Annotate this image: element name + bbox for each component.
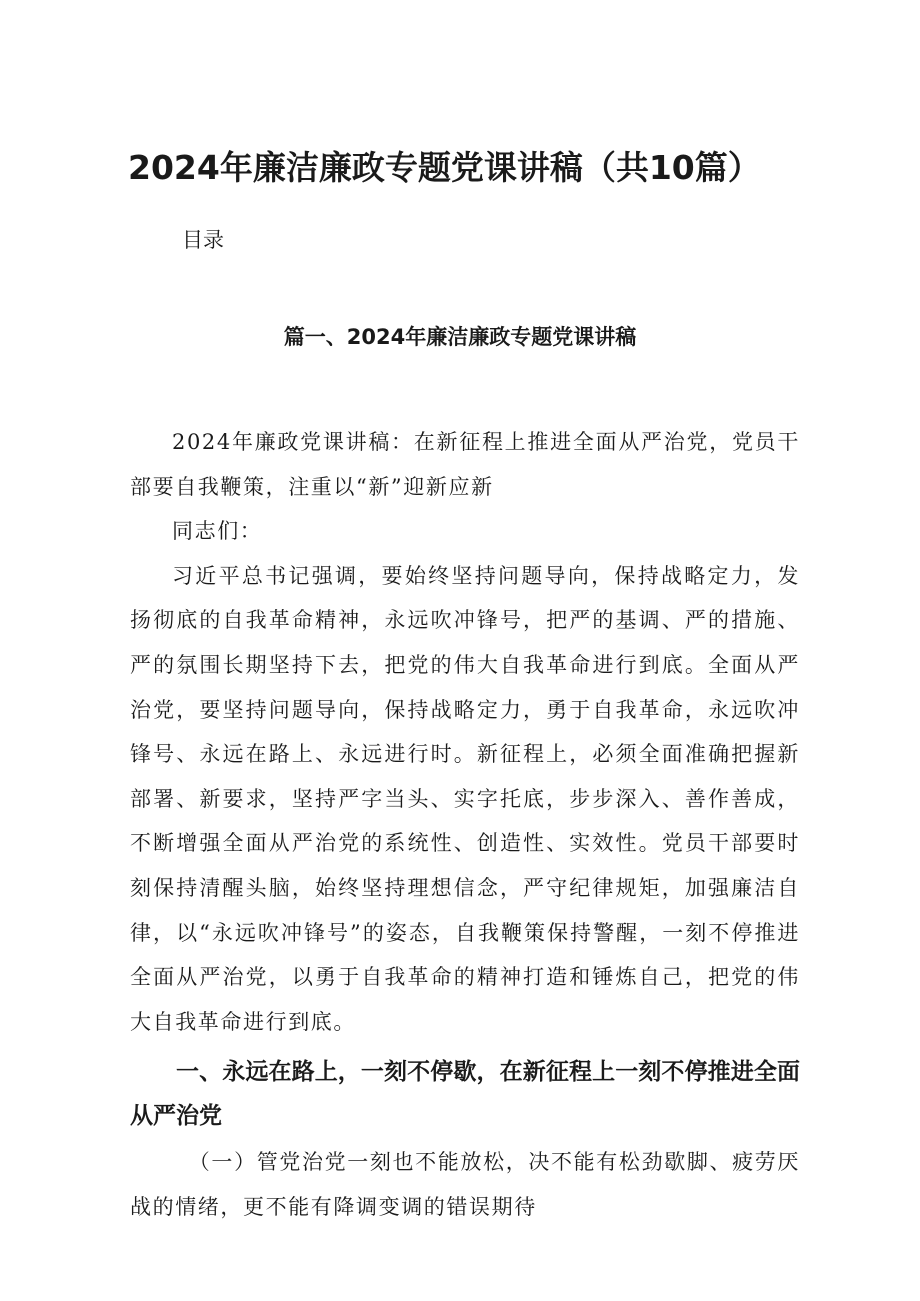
subsection-heading-1: （一）管党治党一刻也不能放松，决不能有松劲歇脚、疲劳厌战的情绪，更不能有降调变调的错误期待	[130, 1150, 800, 1219]
section-title: 篇一、2024年廉洁廉政专题党课讲稿	[283, 325, 637, 349]
salutation: 同志们：	[172, 519, 263, 544]
table-of-contents-label: 目录	[182, 228, 224, 252]
speech-subtitle: 2024年廉政党课讲稿：在新征程上推进全面从严治党，党员干部要自我鞭策，注重以“新”迎新应新	[130, 430, 800, 499]
section-heading-1: 一、永远在路上，一刻不停歇，在新征程上一刻不停推进全面从严治党	[130, 1059, 800, 1130]
document-title: 2024年廉洁廉政专题党课讲稿（共10篇）	[128, 148, 761, 187]
document-body	[130, 420, 800, 1230]
body-paragraph: 习近平总书记强调，要始终坚持问题导向，保持战略定力，发扬彻底的自我革命精神，永远吹冲锋号，把严的基调、严的措施、严的氛围长期坚持下去，把党的伟大自我革命进行到底。全面从严治党，要坚持问题导向，保持战略定力，勇于自我革命，永远吹冲锋号、永远在路上、永远进行时。新征程上，必须全面准确把握新部署、新要求，坚持严字当头、实字托底，步步深入、善作善成，不断增强全面从严治党的系统性、创造性、实效性。党员干部要时刻保持清醒头脑，始终坚持理想信念，严守纪律规矩，加强廉洁自律，以“永远吹冲锋号”的姿态，自我鞭策保持警醒，一刻不停推进全面从严治党，以勇于自我革命的精神打造和锤炼自己，把党的伟大自我革命进行到底。	[130, 563, 800, 1034]
